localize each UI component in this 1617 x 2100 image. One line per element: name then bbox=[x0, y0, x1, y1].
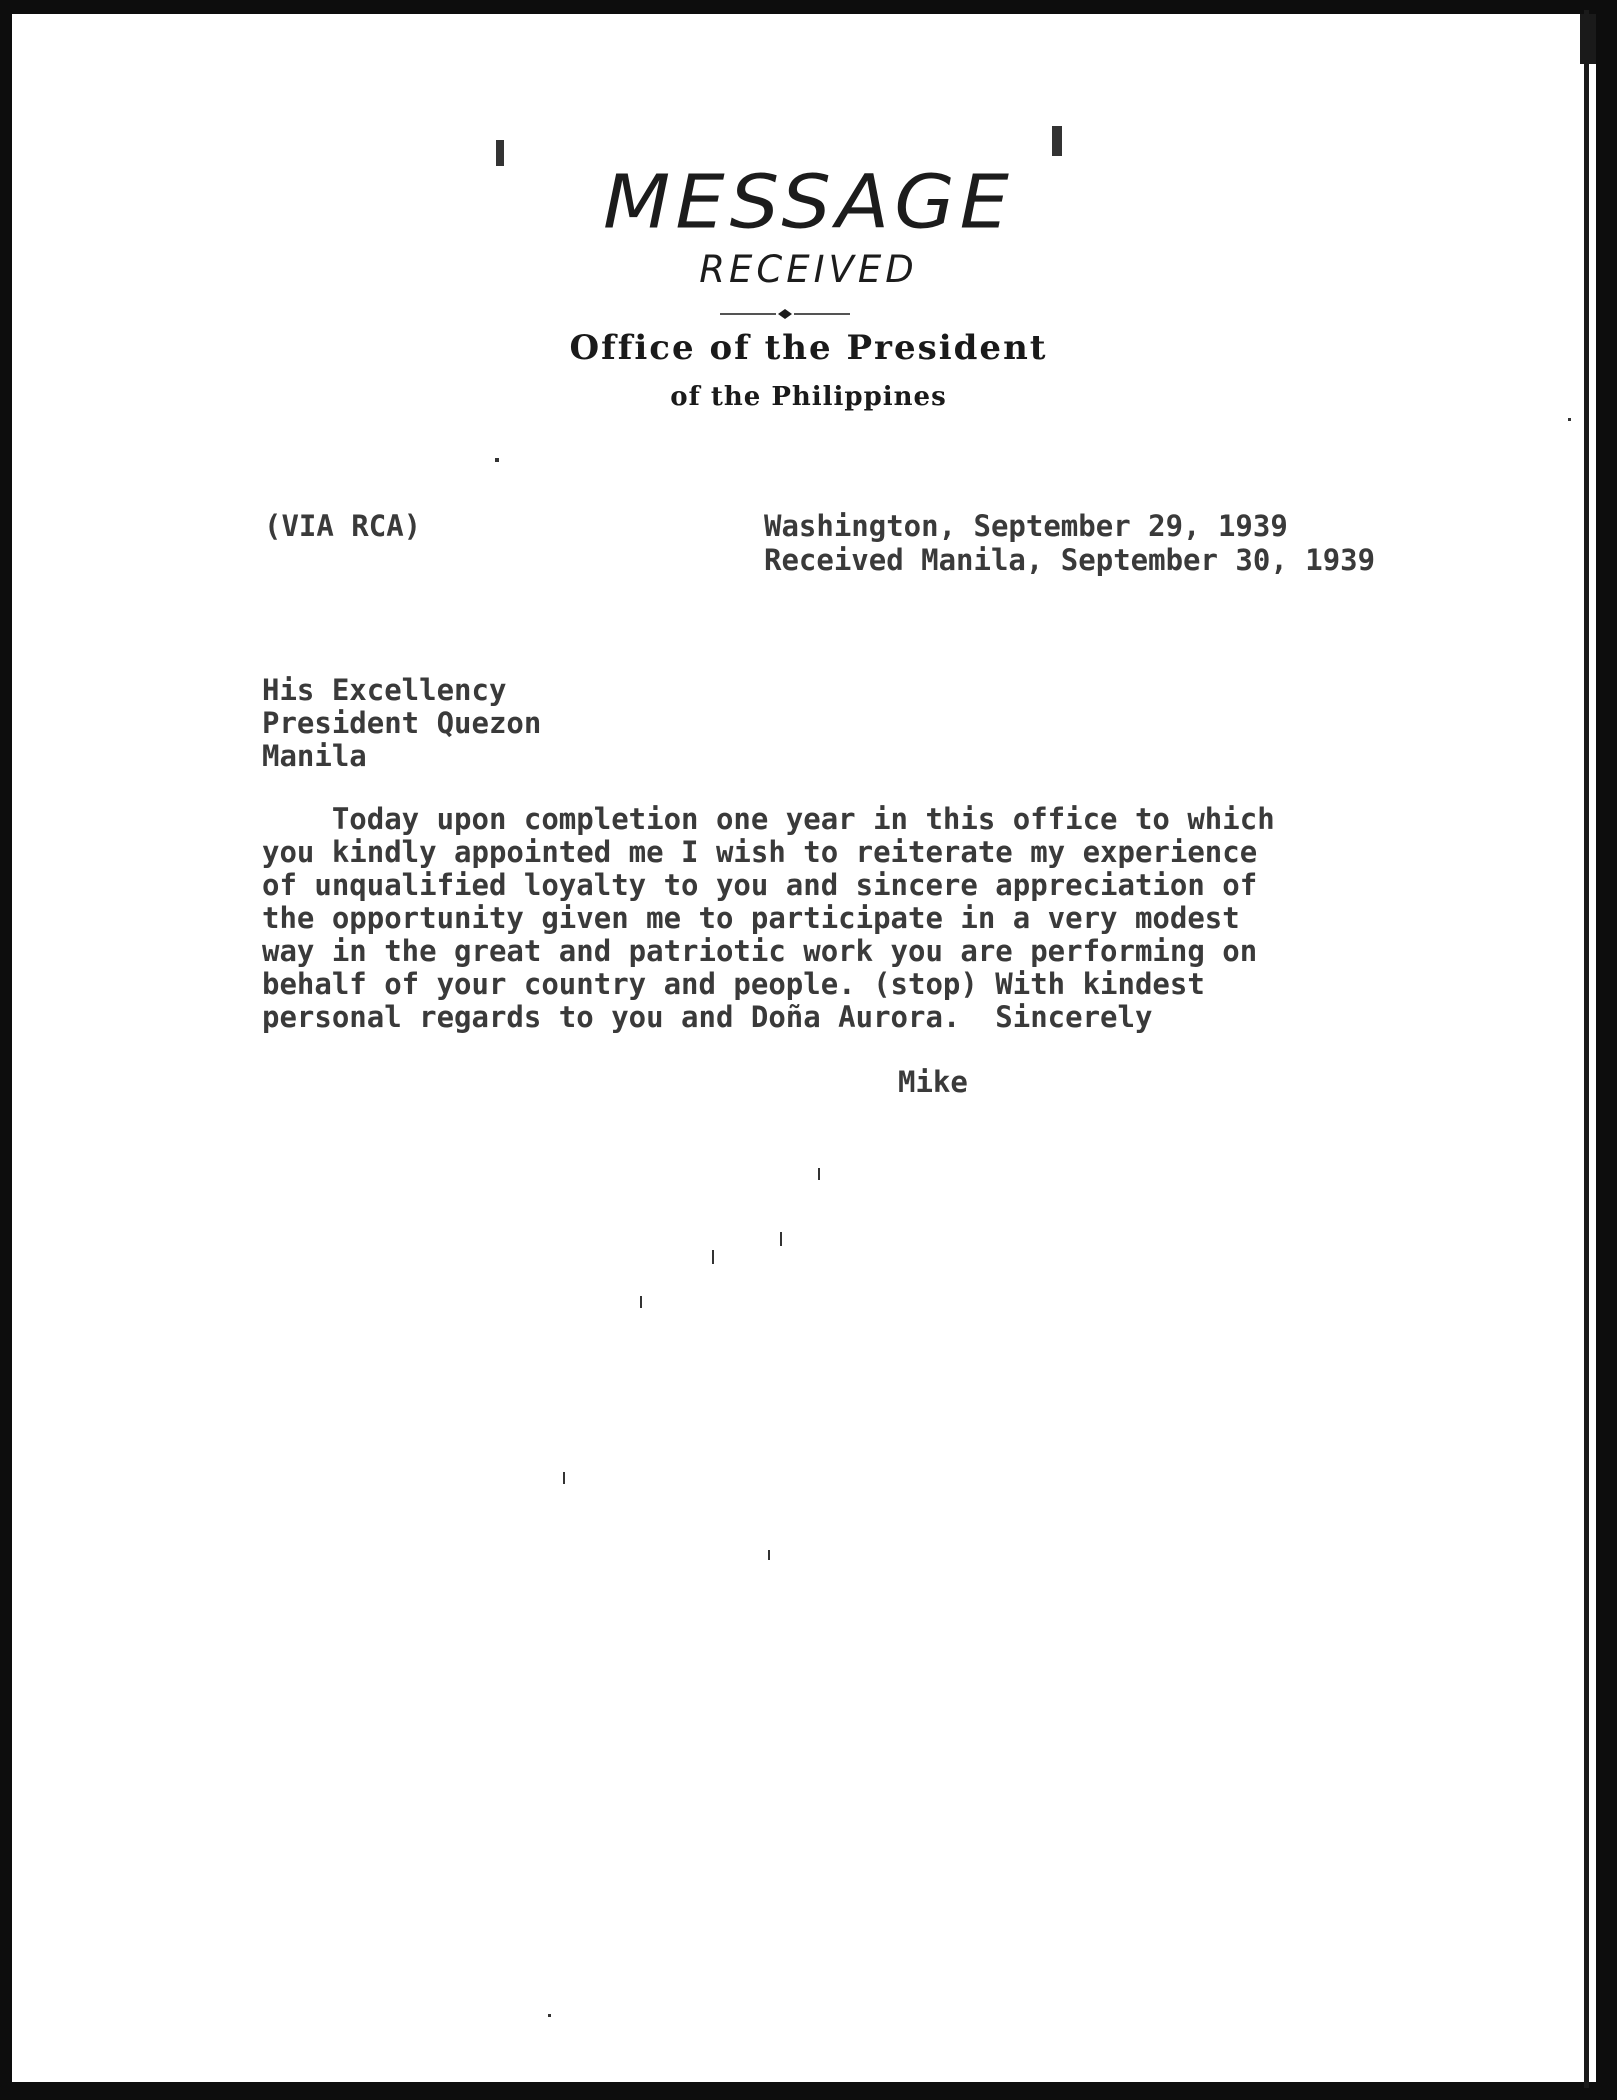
body-line: personal regards to you and Doña Aurora. Sincerely bbox=[262, 1000, 1153, 1034]
letterhead-country: of the Philippines bbox=[670, 382, 947, 412]
received-date: Received Manila, September 30, 1939 bbox=[764, 543, 1376, 577]
dust-speck bbox=[712, 1250, 714, 1264]
transmission-route: (VIA RCA) bbox=[264, 509, 422, 543]
scan-border-right bbox=[1596, 0, 1617, 2100]
body-line: you kindly appointed me I wish to reiterate my experience bbox=[262, 835, 1258, 869]
page-corner-shadow bbox=[1580, 14, 1596, 64]
body-line: Today upon completion one year in this office to which bbox=[262, 802, 1275, 836]
addressee-city: Manila bbox=[262, 739, 367, 773]
page-edge-shadow bbox=[1584, 10, 1589, 2088]
scan-border-top bbox=[0, 0, 1617, 14]
letterhead-subtitle: RECEIVED bbox=[699, 248, 918, 291]
dust-speck bbox=[640, 1296, 642, 1308]
scan-border-left bbox=[0, 0, 12, 2100]
dust-speck bbox=[768, 1550, 770, 1560]
letterhead-office: Office of the President bbox=[569, 328, 1048, 368]
signature: Mike bbox=[898, 1065, 968, 1099]
scan-border-bottom bbox=[0, 2082, 1617, 2100]
addressee-name: President Quezon bbox=[262, 706, 542, 740]
dust-speck bbox=[1568, 418, 1571, 421]
body-line: of unqualified loyalty to you and sincere appreciation of bbox=[262, 868, 1258, 902]
addressee-title: His Excellency bbox=[262, 673, 507, 707]
ink-blot bbox=[1052, 126, 1062, 156]
ornament-divider-icon bbox=[720, 307, 850, 321]
dust-speck bbox=[818, 1168, 820, 1180]
ink-blot bbox=[496, 140, 504, 166]
dust-speck bbox=[548, 2014, 551, 2017]
dust-speck bbox=[563, 1472, 565, 1484]
sent-date: Washington, September 29, 1939 bbox=[764, 509, 1288, 543]
dust-speck bbox=[780, 1232, 782, 1246]
dust-speck bbox=[495, 458, 499, 462]
body-line: the opportunity given me to participate in a very modest bbox=[262, 901, 1240, 935]
body-line: way in the great and patriotic work you are performing on bbox=[262, 934, 1258, 968]
body-line: behalf of your country and people. (stop) With kindest bbox=[262, 967, 1205, 1001]
letterhead-title: MESSAGE bbox=[603, 160, 1014, 246]
